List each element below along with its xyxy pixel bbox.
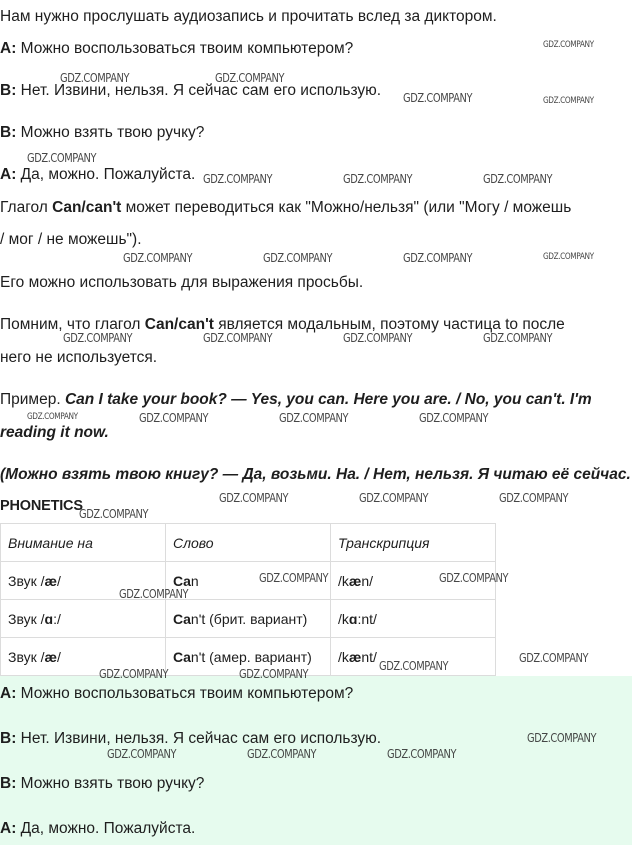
grammar-line [0, 199, 571, 217]
watermark: GDZ.COMPANY [215, 71, 285, 85]
cell-text: /k [338, 610, 349, 627]
phoneme-symbol: æ [44, 572, 57, 589]
watermark: GDZ.COMPANY [403, 91, 473, 105]
dialogue-text: Можно взять твою ручку? [16, 124, 205, 141]
watermark: GDZ.COMPANY [27, 151, 97, 165]
watermark: GDZ.COMPANY [247, 747, 317, 761]
grammar-line: него не используется. [0, 349, 158, 366]
watermark: GDZ.COMPANY [379, 659, 449, 673]
example-russian: (Можно взять твою книгу? — Да, возьми. На. / Нет, нельзя. Я читаю её сейчас. [0, 466, 631, 483]
speaker-label: B: [0, 775, 17, 792]
dialogue-line [0, 40, 353, 58]
watermark: GDZ.COMPANY [543, 252, 594, 262]
grammar-line: Его можно использовать для выражения просьбы. [0, 274, 364, 291]
phoneme-symbol: ɑ [348, 610, 358, 627]
watermark: GDZ.COMPANY [543, 40, 594, 50]
column-header: Слово [166, 524, 331, 562]
watermark: GDZ.COMPANY [543, 96, 594, 106]
phoneme-symbol: æ [348, 572, 362, 589]
cell-text: Звук / [8, 610, 45, 627]
cell-text: n/ [361, 572, 374, 589]
dialogue-line [0, 730, 381, 748]
watermark: GDZ.COMPANY [107, 747, 177, 761]
cell-text: nt/ [361, 648, 377, 665]
table-header-row [1, 524, 496, 562]
cell-text: Звук / [8, 648, 45, 665]
dialogue-text: Нет. Извини, нельзя. Я сейчас сам его использую. [16, 730, 382, 747]
watermark: GDZ.COMPANY [239, 667, 309, 681]
dialogue-text: Да, можно. Пожалуйста. [16, 166, 196, 183]
cell-text: n [190, 572, 199, 589]
watermark: GDZ.COMPANY [27, 412, 78, 422]
word-highlight: Ca [173, 648, 191, 665]
watermark: GDZ.COMPANY [403, 251, 473, 265]
dialogue-line [0, 124, 204, 142]
example-english: Can I take your book? — Yes, you can. Here you are. / No, you can't. I'm [64, 391, 592, 408]
watermark: GDZ.COMPANY [219, 491, 289, 505]
cell-text: n't (амер. вариант) [190, 648, 312, 665]
transcription-cell [331, 600, 496, 638]
speaker-label: A: [0, 166, 17, 183]
phoneme-symbol: æ [348, 648, 362, 665]
phonetics-heading: PHONETICS [0, 498, 83, 514]
word-highlight: Ca [173, 572, 191, 589]
watermark: GDZ.COMPANY [499, 491, 569, 505]
dialogue-text: Можно взять твою ручку? [16, 775, 205, 792]
watermark: GDZ.COMPANY [359, 491, 429, 505]
column-header: Внимание на [1, 524, 166, 562]
watermark: GDZ.COMPANY [483, 172, 553, 186]
cell-text: :/ [53, 610, 61, 627]
example-line [0, 391, 592, 409]
intro-text: Нам нужно прослушать аудиозапись и прочитать вслед за диктором. [0, 8, 497, 25]
cell-text: n't (брит. вариант) [190, 610, 308, 627]
word-highlight: Ca [173, 610, 191, 627]
watermark: GDZ.COMPANY [263, 251, 333, 265]
phoneme-symbol: æ [44, 648, 57, 665]
cell-text: :nt/ [357, 610, 377, 627]
watermark: GDZ.COMPANY [387, 747, 457, 761]
grammar-line: / мог / не можешь"). [0, 231, 142, 248]
watermark: GDZ.COMPANY [343, 172, 413, 186]
speaker-label: A: [0, 820, 17, 837]
phonetics-table [0, 523, 496, 676]
word-cell [166, 600, 331, 638]
speaker-label: A: [0, 685, 17, 702]
phoneme-symbol: ɑ [44, 610, 54, 627]
grammar-text: может переводиться как "Можно/нельзя" (или "Могу / можешь [121, 199, 572, 216]
modal-verb: Can/can't [144, 316, 214, 333]
dialogue-line [0, 685, 353, 703]
grammar-text: является модальным, поэтому частица to после [213, 316, 565, 333]
dialogue-text: Можно воспользоваться твоим компьютером? [16, 685, 354, 702]
watermark: GDZ.COMPANY [63, 331, 133, 345]
dialogue-text: Да, можно. Пожалуйста. [16, 820, 196, 837]
watermark: GDZ.COMPANY [139, 411, 209, 425]
cell-text: /k [338, 648, 349, 665]
watermark: GDZ.COMPANY [60, 71, 130, 85]
dialogue-text: Можно воспользоваться твоим компьютером? [16, 40, 354, 57]
watermark: GDZ.COMPANY [279, 411, 349, 425]
cell-text: /k [338, 572, 349, 589]
cell-text: / [56, 648, 61, 665]
column-header: Транскрипция [331, 524, 496, 562]
table-row [1, 562, 496, 600]
modal-verb: Can/can't [52, 199, 122, 216]
watermark: GDZ.COMPANY [519, 651, 589, 665]
watermark: GDZ.COMPANY [203, 331, 273, 345]
speaker-label: B: [0, 82, 17, 99]
dialogue-line [0, 820, 195, 838]
watermark: GDZ.COMPANY [99, 667, 169, 681]
cell-text: Звук / [8, 572, 45, 589]
watermark: GDZ.COMPANY [419, 411, 489, 425]
cell-text: / [56, 572, 61, 589]
dialogue-line [0, 775, 204, 793]
grammar-text: Глагол [0, 199, 53, 216]
example-label: Пример. [0, 391, 65, 408]
watermark: GDZ.COMPANY [343, 331, 413, 345]
watermark: GDZ.COMPANY [527, 731, 597, 745]
watermark: GDZ.COMPANY [259, 571, 329, 585]
table-row [1, 600, 496, 638]
speaker-label: B: [0, 124, 17, 141]
watermark: GDZ.COMPANY [123, 251, 193, 265]
watermark: GDZ.COMPANY [119, 587, 189, 601]
dialogue-line [0, 166, 195, 184]
watermark: GDZ.COMPANY [79, 507, 149, 521]
speaker-label: B: [0, 730, 17, 747]
sound-cell [1, 600, 166, 638]
watermark: GDZ.COMPANY [483, 331, 553, 345]
watermark: GDZ.COMPANY [439, 571, 509, 585]
example-english-cont: reading it now. [0, 424, 109, 441]
speaker-label: A: [0, 40, 17, 57]
watermark: GDZ.COMPANY [203, 172, 273, 186]
dialogue-line [0, 82, 381, 100]
grammar-text: Помним, что глагол [0, 316, 145, 333]
dialogue-text: Нет. Извини, нельзя. Я сейчас сам его использую. [16, 82, 382, 99]
